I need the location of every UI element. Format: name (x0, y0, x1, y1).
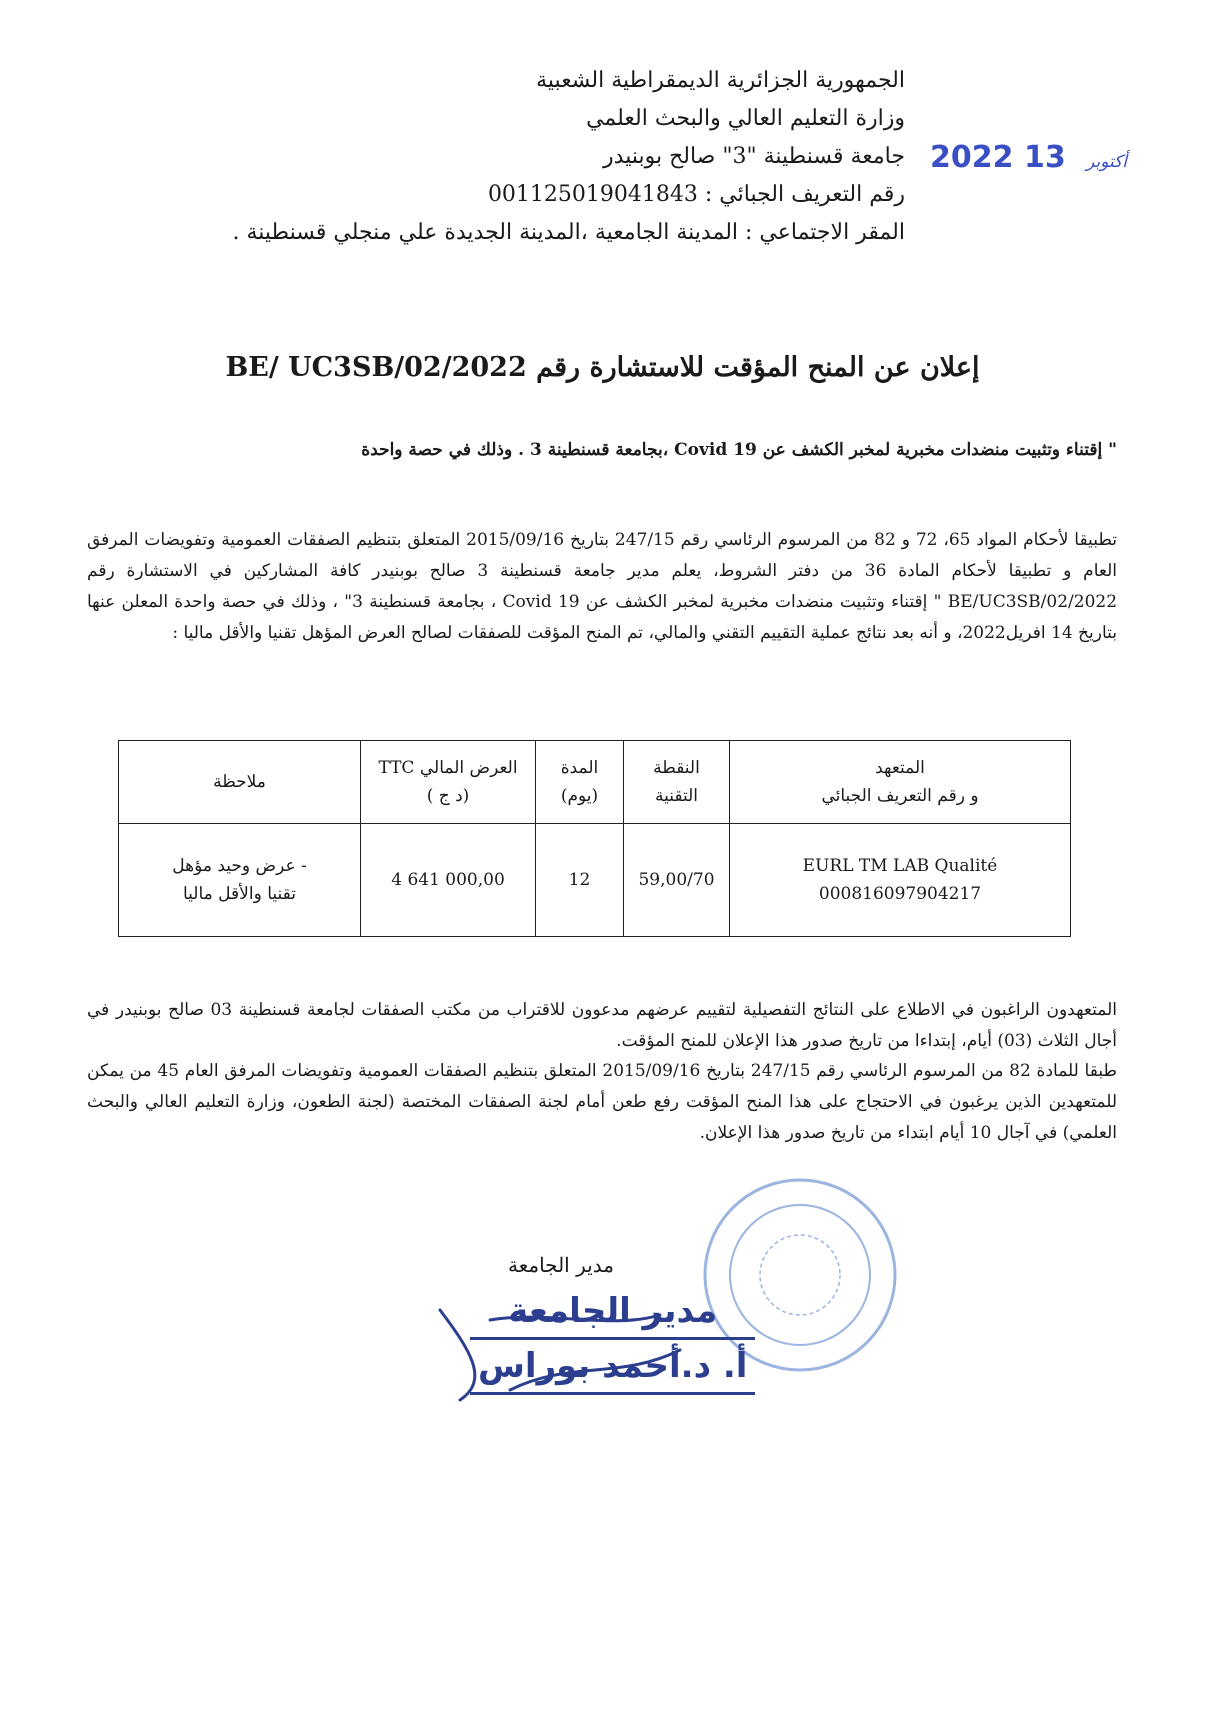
header-remark: ملاحظة (119, 741, 361, 824)
bidder-id: 000816097904217 (818, 884, 982, 904)
table-header-row (119, 741, 1071, 824)
header-offer-line1: العرض المالي TTC (378, 758, 518, 778)
cell-duration: 12 (536, 824, 624, 937)
letterhead (232, 62, 905, 252)
header-bidder (730, 741, 1071, 824)
header-score (624, 741, 730, 824)
header-bidder-line1: المتعهد (875, 758, 925, 778)
table-row (119, 824, 1071, 937)
date-day: 13 (1023, 140, 1066, 175)
ministry-line: وزارة التعليم العالي والبحث العلمي (586, 106, 905, 131)
date-month: أكتوبر (1086, 152, 1127, 172)
paragraph-consultation: المتعهدون الراغبون في الاطلاع على النتائج التفصيلية لتقييم عرضهم مدعوون للاقتراب من مكتب الصفقات لجامعة قسنطينة 03 صالح بوبنيدر في أجال الثلاث (03) أيام، إبتداءا من تاريخ صدور هذا الإعلان للمنح المؤقت. (87, 1000, 1117, 1051)
header-score-line1: النقطة (653, 758, 700, 778)
university-line: جامعة قسنطينة "3" صالح بوبنيدر (603, 144, 905, 169)
republic-line: الجمهورية الجزائرية الديمقراطية الشعبية (536, 68, 905, 93)
tax-id-line: رقم التعريف الجبائي : 001125019041843 (487, 182, 905, 207)
date-year: 2022 (930, 140, 1014, 175)
handwritten-signature (430, 1290, 690, 1410)
cell-bidder (730, 824, 1071, 937)
remark-line1: - عرض وحيد مؤهل (172, 856, 307, 876)
results-table (118, 740, 1071, 937)
header-duration-line1: المدة (560, 758, 599, 778)
cell-remark (119, 824, 361, 937)
cell-score: 59,00/70 (624, 824, 730, 937)
paragraph-intro: تطبيقا لأحكام المواد 65، 72 و 82 من المرسوم الرئاسي رقم 247/15 بتاريخ 2015/09/16 المتعلق بتنظيم الصفقات العمومية وتفويضات المرفق العام و تطبيقا لأحكام المادة 36 من دفتر الشروط، يعلم مدير جامعة قسنطينة 3 صالح بوبنيدر كافة المشاركين في الاستشارة رقم 2022/BE/UC3SB/02 " إقتناء وتثبيت منضدات مخبرية لمخبر الكشف عن Covid 19 ، بجامعة قسنطينة 3" ، وذلك في حصة واحدة المعلن عنها بتاريخ 14 افريل2022، و أنه بعد نتائج عملية التقييم التقني والمالي، تم المنح المؤقت للصفقات لصالح العرض المؤهل تقنيا والأقل ماليا : (87, 530, 1118, 643)
date-stamp (930, 140, 1137, 175)
remark-line2: تقنيا والأقل ماليا (183, 884, 296, 904)
header-duration (536, 741, 624, 824)
header-offer (361, 741, 536, 824)
announcement-title: إعلان عن المنح المؤقت للاستشارة رقم 2022/BE/ UC3SB/02 (225, 352, 980, 383)
stamp-line1: مدير الجامعة (470, 1285, 755, 1340)
header-score-line2: التقنية (654, 786, 698, 806)
stamp-line2: أ. د.أحمد بوراس (470, 1340, 755, 1395)
cell-offer: 4 641 000,00 (361, 824, 536, 937)
header-bidder-line2: و رقم التعريف الجبائي (821, 786, 979, 806)
announcement-subtitle: " إقتناء وتثبيت منضدات مخبرية لمخبر الكشف عن Covid 19 ،بجامعة قسنطينة 3 . وذلك في حصة واحدة (361, 440, 1117, 460)
header-offer-line2: (د ج ) (426, 786, 470, 806)
paragraph-appeal: طبقا للمادة 82 من المرسوم الرئاسي رقم 247/15 بتاريخ 2015/09/16 المتعلق بتنظيم الصفقات العمومية وتفويضات المرفق العام 45 من يمكن للمتعهدين الذين يرغبون في الاحتجاج على هذا المنح المؤقت رفع طعن أمام لجنة الصفقات المختصة (لجنة الطعون، وزارة التعليم العالي والبحث العلمي) في آجال 10 أيام ابتداء من تاريخ صدور هذا الإعلان. (87, 1061, 1117, 1143)
bidder-name: EURL TM LAB Qualité (802, 856, 998, 876)
header-duration-line2: (يوم) (560, 786, 599, 806)
address-line: المقر الاجتماعي : المدينة الجامعية ،المدينة الجديدة علي منجلي قسنطينة . (232, 220, 905, 245)
signature-title: مدير الجامعة (508, 1253, 614, 1277)
